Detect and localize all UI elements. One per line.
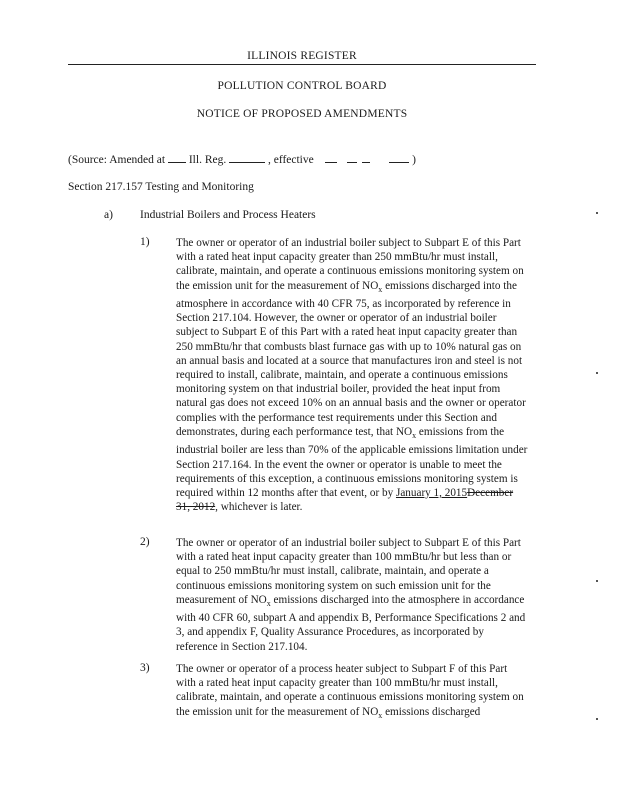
header-rule [68, 64, 536, 65]
subsection-title: Industrial Boilers and Process Heaters [140, 209, 316, 221]
source-note [68, 152, 416, 166]
section-title: Section 217.157 Testing and Monitoring [68, 181, 254, 193]
source-prefix: (Source: Amended at [68, 154, 166, 166]
register-header: ILLINOIS REGISTER [247, 50, 357, 62]
notice-title: NOTICE OF PROPOSED AMENDMENTS [196, 108, 408, 120]
date-blank-3 [362, 152, 370, 163]
source-ill-reg: Ill. Reg. [188, 154, 227, 166]
date-blank-4 [389, 152, 409, 163]
margin-mark [596, 372, 598, 374]
date-blank-2 [347, 152, 357, 163]
item-text-1 [176, 236, 528, 514]
subsection-label: a) [104, 209, 113, 221]
source-close: ) [412, 154, 416, 166]
margin-mark [596, 718, 598, 720]
item-number-1: 1) [140, 236, 150, 248]
board-name: POLLUTION CONTROL BOARD [217, 80, 387, 92]
item-number-3: 3) [140, 662, 150, 674]
item-text-2: The owner or operator of an industrial boiler subject to Subpart E of this Part with a rated heat input capacity greater than 100 mmBtu/hr but less than or equal to 250 mmBtu/hr must install, calibrate, maintain, and operate a continuous emissions monitoring system on such emission unit for the measurement of $NO_x$ emissions discharged into the atmosphere in accordance with 40 CFR 60, subpart A and appendix B, Performance Specifications 2 and 3, and appendix F, Quality Assurance Procedures, as incorporated by reference in Section 217.104. [176, 537, 526, 653]
item-1-end-text: , whichever is later. [215, 501, 303, 514]
item-1-main-text: The owner or operator of an industrial boiler subject to Subpart E of this Part with a rated heat input capacity greater than 250 mmBtu/hr must install, calibrate, maintain, and operate a continuous emissions monitoring system on the emission unit for the measurement of $NO_x$ emissions discharged into the atmosphere in accordance with 40 CFR 75, as incorporated by reference in Section 217.104. However, the owner or operator of an industrial boiler subject to Subpart E of this Part with a rated heat input capacity greater than 250 mmBtu/hr that combusts blast furnace gas with up to 10% natural gas on an annual basis and located at a source that manufactures iron and steel is not required to install, calibrate, maintain, and operate a continuous emissions monitoring system on that industrial boiler, provided the heat input from natural gas does not exceed 10% on an annual basis and the owner or operator complies with the performance test requirements under this Section and demonstrates, during each performance test, that $NO_x$ emissions from the industrial boiler are less than 70% of the applicable emissions limitation under Section 217.164. In the event the owner or operator is unable to meet the requirements of this exception, a continuous emissions monitoring system is required within 12 months after that event, or by [176, 237, 528, 499]
page-blank [229, 152, 265, 163]
source-effective: , effective [267, 154, 314, 166]
item-number-2: 2) [140, 536, 150, 548]
deleted-date: December 31, 2012 [176, 486, 514, 514]
item-text-3: The owner or operator of a process heater subject to Subpart F of this Part with a rated heat input capacity greater than 100 mmBtu/hr must install, calibrate, maintain, and operate a continuous emissions monitoring system on the emission unit for the measurement of $NO_x$ emissions discharged [176, 663, 524, 720]
inserted-date: January 1, 2015 [395, 486, 468, 499]
volume-blank [168, 152, 186, 163]
margin-mark [596, 212, 598, 214]
margin-mark [596, 580, 598, 582]
date-blank-1 [325, 152, 337, 163]
